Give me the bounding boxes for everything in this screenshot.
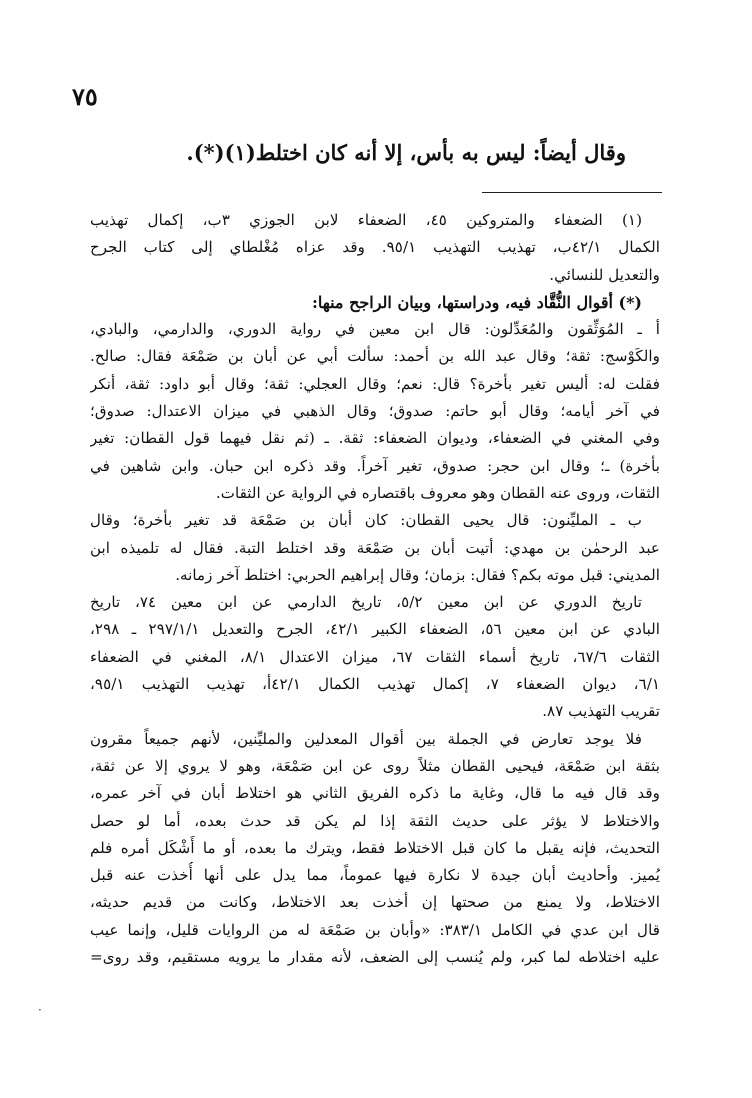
text-line: عليه اختلاطه لما كبر، ولم يُنسب إلى الضعف، لأنه مقدار ما يرويه مستقيم، وقد روى= <box>90 948 660 967</box>
main-text-line: وقال أيضاً: ليس به بأس، إلا أنه كان اختلط(١)(*). <box>186 140 626 165</box>
text-line: ب ـ المليِّنون: قال يحيى القطان: كان أبان بن صَمْعَة قد تغير بأخرة؛ وقال <box>90 511 642 530</box>
footnote-line: (١) الضعفاء والمتروكين ٤٥، الضعفاء لابن الجوزي ٣ب، إكمال تهذيب <box>90 211 642 229</box>
footnote-1 <box>90 207 660 289</box>
text-line: وقد قال فيه ما قال، وغاية ما ذكره الفريق الثاني هو اختلاط أبان في آخر عمره، <box>90 784 660 803</box>
heading-line: (*) أقوال النُّقَّاد فيه، ودراستها، وبيان الراجح منها: <box>311 292 642 312</box>
text-line: الاختلاط، ولا يمنع من صحتها إن أخذت بعد الاختلاط، وكانت من قديم حديثه، <box>90 893 660 912</box>
text-line: تقريب التهذيب ٨٧. <box>542 702 660 721</box>
text-line: بأخرة) ـ؛ وقال ابن حجر: صدوق، تغير آخراً. وقد ذكره ابن حبان. وابن شاهين في <box>90 456 660 475</box>
discussion <box>90 726 660 972</box>
section-heading <box>90 289 660 316</box>
text-line: والكَوْسج: ثقة؛ وقال عبد الله بن أحمد: سألت أبي عن أبان بن صَمْعَة فقال: صالح. <box>90 347 660 366</box>
text-line: بثقة ابن صَمْعَة، فيحيى القطان مثلاً روى عن ابن صَمْعَة، وهو لا يروي إلا عن ثقة، <box>90 756 660 775</box>
text-line: الثقات ٦٧/٦، تاريخ أسماء الثقات ٦٧، ميزان الاعتدال ٨/١، المغني في الضعفاء <box>90 647 660 666</box>
footnote-line: والتعديل للنسائي. <box>549 265 660 284</box>
section-b <box>90 507 660 589</box>
text-line: يُميز. وأحاديث أبان جيدة لا نكارة فيها عموماً، مما يدل على أنها أُخذت عنه قبل <box>90 866 660 885</box>
text-line: في آخر أيامه؛ وقال أبو حاتم: صدوق؛ وقال الذهبي في ميزان الاعتدال: صدوق؛ <box>90 402 660 421</box>
footnote-line: الكمال ٤٢/١ب، تهذيب التهذيب ٩٥/١. وقد عزاه مُغْلطاي إلى كتاب الجرح <box>90 238 660 257</box>
text-line: قال ابن عدي في الكامل ٣٨٣/١: «وأبان بن صَمْعَة له من الروايات قليل، وإنما عيب <box>90 920 660 939</box>
text-line: فقلت له: أليس تغير بأخرة؟ قال: نعم؛ وقال العجلي: ثقة؛ وقال أبو داود: ثقة، أنكر <box>90 374 660 393</box>
footnote-area <box>90 207 660 971</box>
text-line: الثقات، وروى عنه القطان وهو معروف باقتصاره في الرواية عن الثقات. <box>215 483 660 502</box>
text-line: عبد الرحمٰن بن مهدي: أتيت أبان بن صَمْعَة وقد اختلط التبة. فقال له تلميذه ابن <box>90 538 660 557</box>
text-line: فلا يوجد تعارض في الجملة بين أقوال المعدلين والمليِّنين، لأنهم جميعاً مقرون <box>90 729 642 748</box>
margin-mark: · <box>38 1003 42 1017</box>
text-line: تاريخ الدوري عن ابن معين ٥/٢، تاريخ الدارمي عن ابن معين ٧٤، تاريخ <box>90 593 642 612</box>
text-line: ٦/١، ديوان الضعفاء ٧، إكمال تهذيب الكمال ٤٢/١أ، تهذيب التهذيب ٩٥/١، <box>90 675 660 694</box>
text-line: البادي عن ابن معين ٥٦، الضعفاء الكبير ٤٢/١، الجرح والتعديل ٢٩٧/١/١ ـ ٢٩٨، <box>90 620 660 639</box>
sources <box>90 589 660 725</box>
page-number: ٧٥ <box>72 82 98 111</box>
text-line: التحديث، فإنه يقبل ما كان قبل الاختلاط فقط، ويترك ما بعده، أو ما أَشْكَل أمره فلم <box>90 838 660 857</box>
text-line: أ ـ المُوَثِّقون والمُعَدِّلون: قال ابن معين في رواية الدوري، والدارمي، والبادي، <box>90 320 660 339</box>
text-line: وفي المغني في الضعفاء، وديوان الضعفاء: ثقة. ـ (ثم نقل فيهما قول القطان: تغير <box>90 429 660 448</box>
footnote-separator <box>482 192 662 193</box>
text-line: المديني: قبل موته بكم؟ فقال: بزمان؛ وقال إبراهيم الحربي: اختلط آخر زمانه. <box>175 565 660 584</box>
section-a <box>90 316 660 507</box>
text-line: والاختلاط لا يؤثر على حديث الثقة إذا لم يكن قد حدث بعده، أما لو حصل <box>90 811 660 830</box>
